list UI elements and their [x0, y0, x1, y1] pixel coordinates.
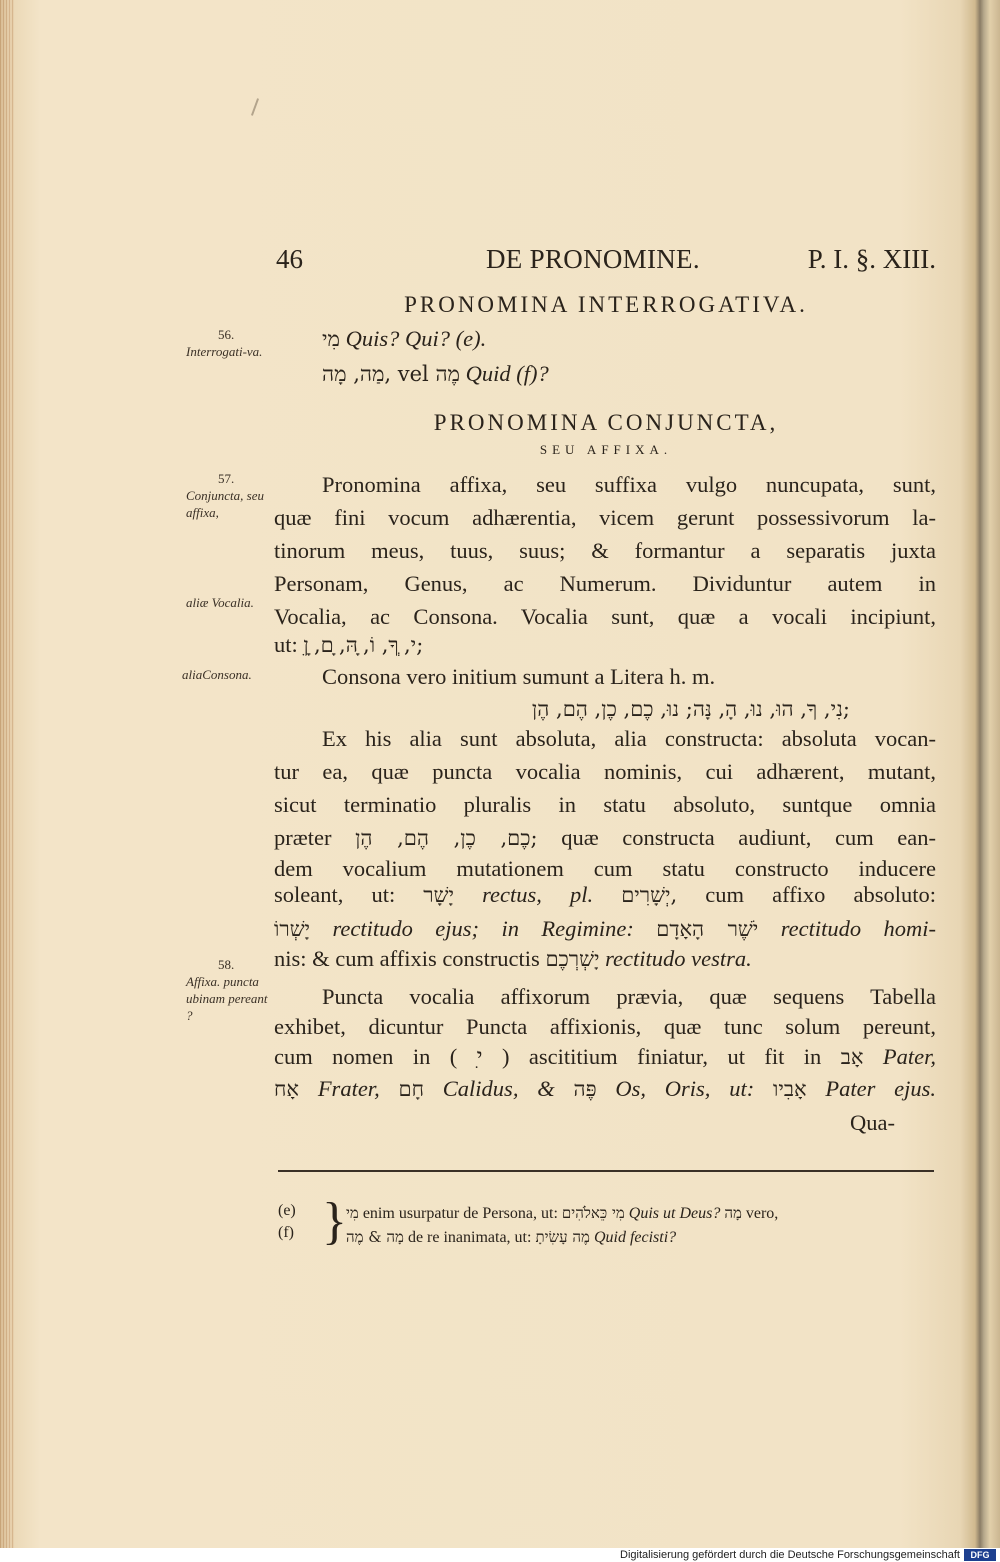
hebrew-vocalia: ִי, ְךָ, וֹ, ָהּ, ָם, ָן; [303, 633, 424, 657]
heading-conjuncta: PRONOMINA CONJUNCTA, [433, 410, 779, 435]
page-number: 46 [276, 244, 303, 274]
page-edge [0, 0, 14, 1548]
footnote-brace: } [322, 1193, 347, 1250]
running-title: DE PRONOMINE. [486, 244, 700, 274]
pencil-mark [251, 98, 259, 116]
text-line: dem vocalium mutationem cum statu constructo inducere [274, 856, 936, 881]
text-line: Consona vero initium sumunt a Litera h. m. [322, 664, 716, 689]
margin-note-56: 56. Interrogati-va. [186, 327, 263, 359]
footnote-rule [278, 1170, 934, 1172]
dfg-logo: DFG [964, 1549, 996, 1561]
text-line: nis: & cum affixis constructis יָשְׁרְכֶם rectitudo vestra. [274, 946, 752, 971]
line-mah [322, 359, 984, 389]
hebrew-mi: מִי [322, 327, 340, 351]
text-line: ut: ִי, ְךָ, וֹ, ָהּ, ָם, ָן; [274, 632, 424, 657]
hebrew-mah: מַה, מָה, vel מֶה [322, 362, 460, 386]
text-line: אָח Frater, חָם Calidus, & פֶּה Os, Oris, ut: אָבִיו Pater ejus. [274, 1076, 937, 1101]
text-line: Vocalia, ac Consona. Vocalia sunt, quæ a vocali incipiunt, [274, 604, 936, 629]
heading-interrogativa: PRONOMINA INTERROGATIVA. [404, 292, 808, 317]
text-line: Puncta vocalia affixorum prævia, quæ sequens Tabella [322, 984, 936, 1009]
margin-note-vocalia: aliæ Vocalia. [186, 595, 254, 610]
footnote-label-f: (f) [278, 1224, 294, 1241]
text-line: præter כֶם, כֶן, הֶם, הֶן; quæ constructa audiunt, cum ean- [274, 825, 937, 850]
margin-note-57: 57. Conjuncta, seu affixa, [186, 471, 264, 520]
catchword: Qua- [850, 1110, 895, 1135]
subheading-affixa: SEU AFFIXA. [539, 442, 673, 457]
text-line: Pronomina affixa, seu suffixa vulgo nuncupata, sunt, [322, 472, 936, 497]
text-quid: Quid (f)? [465, 361, 549, 386]
margin-note-58: 58. Affixa. puncta ubinam pereant ? [186, 957, 268, 1023]
dfg-credit: Digitalisierung gefördert durch die Deutsche Forschungsgemeinschaft [620, 1549, 960, 1561]
margin-note-consona: aliaConsona. [182, 667, 252, 682]
text-line: cum nomen in ( ִי ) ascititium finiatur, ut fit in אָב Pater, [274, 1044, 936, 1069]
text-line [322, 694, 850, 724]
section-mark: P. I. §. XIII. [807, 244, 936, 274]
text-line: Ex his alia sunt absoluta, alia constructa: absoluta vocan- [322, 726, 936, 751]
line-mi [322, 324, 984, 354]
text-line: exhibet, dicuntur Puncta affixionis, quæ tunc solum pereunt, [274, 1014, 936, 1039]
running-header [276, 244, 936, 278]
text-line: tur ea, quæ puncta vocalia nominis, cui adhærent, mutant, [274, 759, 936, 784]
text-line: Personam, Genus, ac Numerum. Dividuntur autem in [274, 571, 936, 596]
text-line: יָשְׁרוֹ rectitudo ejus; in Regimine: יֹשֶׁר הָאָדָם rectitudo homi- [274, 916, 937, 941]
text-line: soleant, ut: יָשָׁר rectus, pl. יְשָׁרִים, cum affixo absoluto: [274, 882, 937, 907]
text-quis: Quis? Qui? (e). [345, 326, 487, 351]
text-line: tinorum meus, tuus, suus; & formantur a separatis juxta [274, 538, 936, 563]
footnote-e: מִי enim usurpatur de Persona, ut: מִי כֵּאלֹהִים Quis ut Deus? מָה vero, [346, 1204, 779, 1222]
text-line: quæ fini vocum adhærentia, vicem gerunt possessivorum la- [274, 505, 936, 530]
footnote-label-e: (e) [278, 1202, 296, 1219]
digitization-footer [0, 1548, 1000, 1562]
hebrew-consona: נִי, ךָ, הוּ, נוּ, הָ, נָּה; נוּ, כֶם, כֶן, הֶם, הֶן; [531, 697, 850, 721]
text-line: sicut terminatio pluralis in statu absoluto, suntque omnia [274, 792, 936, 817]
footnote-f: מָה & מֶה de re inanimata, ut: מֶה עָשִׂיתָ Quid fecisti? [346, 1228, 677, 1246]
